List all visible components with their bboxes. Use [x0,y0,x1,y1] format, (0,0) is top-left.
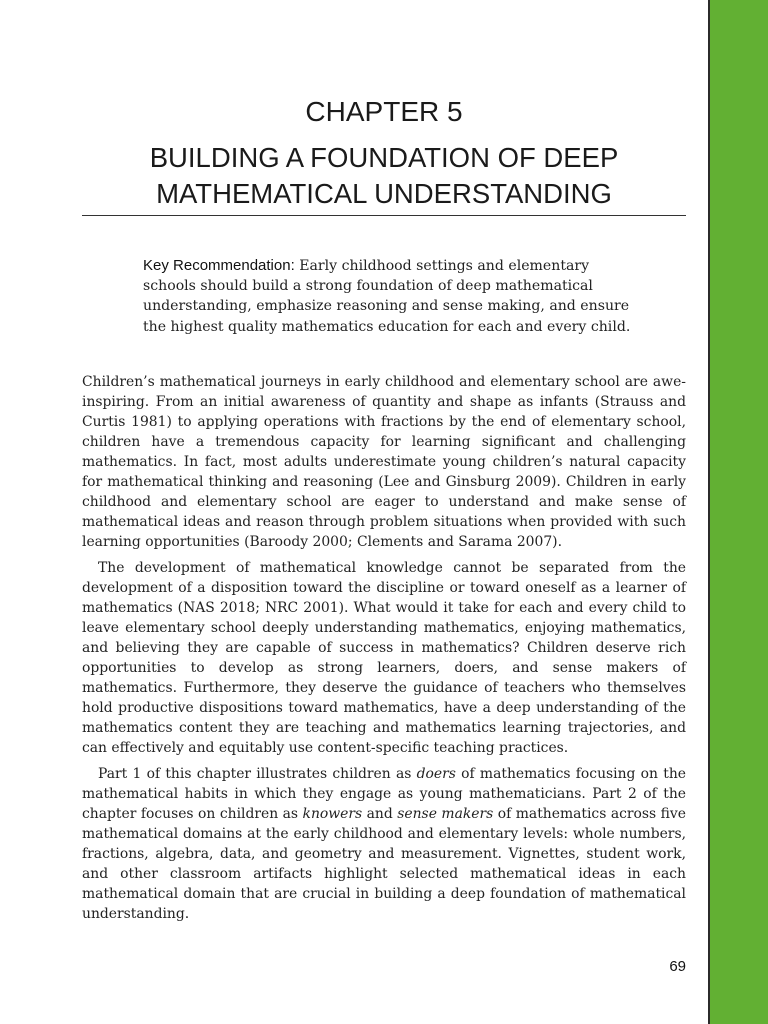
title-divider [82,215,686,216]
emphasis-knowers: knowers [302,806,363,822]
paragraph-3: Part 1 of this chapter illustrates children as doers of mathematics focusing on the mathematical habits in which they engage as young mathematicians. Part 2 of the chapter focuses on children as knowers and sense makers of mathematics across five mathematical domains at the early childhood and elementary levels: whole numbers, fractions, algebra, data, and geometry and measurement. Vignettes, student work, and other classroom artifacts highlight selected mathematical ideas in each mathematical domain that are crucial in building a deep foundation of mathematical understanding. [82,766,686,922]
chapter-color-bar [708,0,768,1024]
emphasis-doers: doers [416,766,456,782]
key-recommendation-text: Early childhood settings and elementary schools should build a strong foundation of deep mathematical understanding, emphasize reasoning and sense making, and ensure the highest quality mathematics education for each and every child. [143,258,631,335]
key-recommendation [143,256,633,337]
key-recommendation-label: Key Recommendation: [143,257,295,274]
chapter-number: CHAPTER 5 [305,96,463,127]
emphasis-sense-makers: sense makers [397,806,494,822]
chapter-title: BUILDING A FOUNDATION OF DEEP MATHEMATICAL UNDERSTANDING [149,142,619,209]
body-text [82,372,686,930]
page-number: 69 [669,958,686,975]
paragraph-1: Children’s mathematical journeys in early childhood and elementary school are awe-inspiring. From an initial awareness of quantity and shape as infants (Strauss and Curtis 1981) to applying operations with fractions by the end of elementary school, children have a tremendous capacity for learning significant and challenging mathematics. In fact, most adults underestimate young children’s natural capacity for mathematical thinking and reasoning (Lee and Ginsburg 2009). Children in early childhood and elementary school are eager to understand and make sense of mathematical ideas and reason through problem situations when provided with such learning opportunities (Baroody 2000; Clements and Sarama 2007). [82,374,686,550]
paragraph-2: The development of mathematical knowledge cannot be separated from the development of a disposition toward the discipline or toward oneself as a learner of mathematics (NAS 2018; NRC 2001). What would it take for each and every child to leave elementary school deeply understanding mathematics, enjoying mathematics, and believing they are capable of success in mathematics? Children deserve rich opportunities to develop as strong learners, doers, and sense makers of mathematics. Furthermore, they deserve the guidance of teachers who themselves hold productive dispositions toward mathematics, have a deep understanding of the mathematics content they are teaching and mathematics learning trajectories, and can effectively and equitably use content-specific teaching practices. [82,560,686,756]
